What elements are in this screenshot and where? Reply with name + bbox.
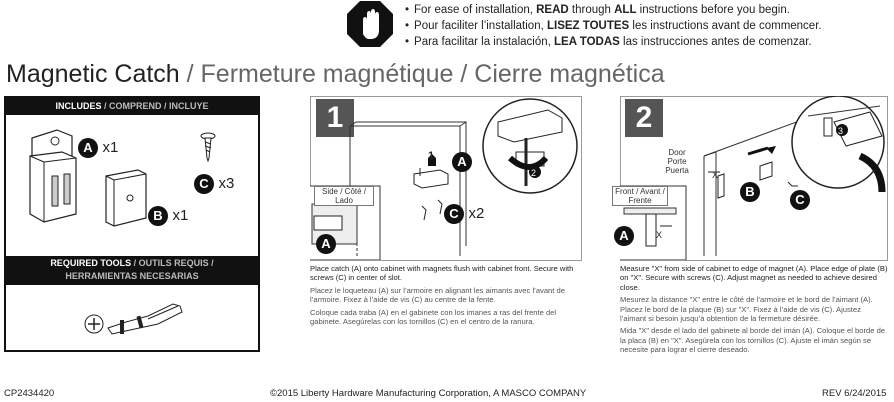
step2-label-a: A [614, 226, 634, 246]
catch-part-icon [22, 126, 82, 226]
strike-plate-icon [102, 168, 150, 228]
part-c-label: C x3 [194, 174, 234, 194]
page-title: Magnetic Catch / Fermeture magnétique / Cierre magnética [6, 60, 665, 88]
step2-label-b: B [740, 182, 760, 202]
step1-arrow-1: 1 [428, 150, 435, 162]
step2-number: 2 [625, 99, 663, 137]
step1-circle-number: 2 [531, 168, 537, 178]
step1-label-c: C x2 [444, 204, 484, 224]
step1-label-a: A [316, 234, 336, 254]
x-measure-label-2: X [656, 230, 663, 240]
revision-date: REV 6/24/2015 [822, 388, 887, 399]
copyright: ©2015 Liberty Hardware Manufacturing Corporation, A MASCO COMPANY [270, 388, 587, 399]
side-label: Side / Côté / Lado [314, 186, 374, 206]
front-label: Front / Avant / Frente [612, 186, 668, 206]
instruction-line-fr: • Pour faciliter l’installation, LISEZ TOUTES les instructions avant de commencer. [405, 20, 822, 32]
step2-instructions: Measure "X" from side of cabinet to edge of magnet (A). Place edge of plate (B) on "X". Secure with screws (C). Adjust magnet as needed to achieve desired close. Mesurez la distance "X" entre le côté de l’armoire et le bord de l’aimant (A). Placez le bord de la plaque (B) sur "X". Fixez à l’aide de vis (C). Ajustez l’aimant si besoin jusqu’à obtention de la fermeture désirée. Mida "X" desde el lado del gabinete al borde del imán (A). Coloque el borde de la placa (B) en "X". Asegúrela con los tornillos (C). Ajuste el imán según se necesite para lograr el cierre deseado. [620, 264, 888, 355]
x-measure-label: X [712, 170, 719, 180]
instruction-line-es: • Para facilitar la instalación, LEA TODAS las instrucciones antes de comenzar. [405, 36, 812, 48]
step1-illustration [310, 96, 582, 260]
step2-circle-number: 3 [838, 126, 844, 136]
product-code: CP2434420 [4, 388, 55, 399]
door-label: Door Porte Puerta [665, 148, 689, 175]
includes-panel [4, 96, 260, 352]
screwdriver-icon [78, 294, 198, 344]
screw-icon [198, 132, 218, 162]
part-a-label: A x1 [78, 138, 118, 158]
required-tools-header: REQUIRED TOOLS / OUTILS REQUIS / HERRAMIENTAS NECESARIAS [6, 256, 258, 285]
includes-header: INCLUDES / COMPREND / INCLUYE [6, 98, 258, 115]
instruction-line-en: • For ease of installation, READ through ALL instructions before you begin. [405, 4, 790, 16]
step2-label-c: C [790, 190, 810, 210]
stop-hand-icon [346, 0, 394, 48]
header-instructions [405, 2, 885, 50]
step1-number: 1 [316, 99, 354, 137]
step1-instructions: Place catch (A) onto cabinet with magnets flush with cabinet front. Secure with screws (C) in center of slot. Placez le loqueteau (A) sur l’armoire en alignant les aimants avec l’avant de l’armoire. Fixez à l’aide de vis (C) au centre de la fente. Coloque cada traba (A) en el gabinete con los imanes a ras del frente del gabinete. Asegúrelas con los tornillos (C) en el centro de la ranura. [310, 264, 574, 327]
step1-label-a2: A [452, 152, 472, 172]
part-b-label: B x1 [148, 206, 188, 226]
